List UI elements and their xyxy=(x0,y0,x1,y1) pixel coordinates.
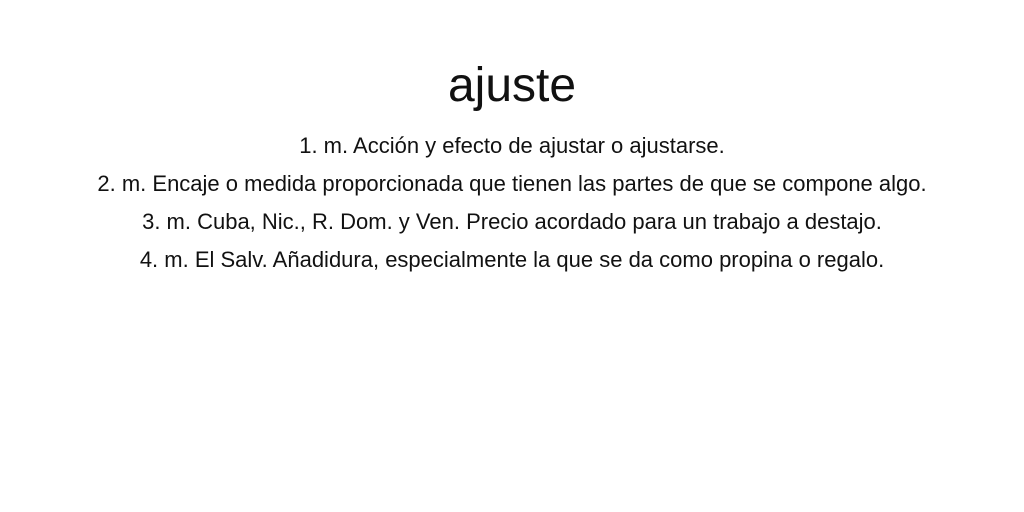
definition-2: 2. m. Encaje o medida proporcionada que tienen las partes de que se compone algo. xyxy=(97,171,927,196)
dictionary-entry xyxy=(52,0,972,279)
definition-3: 3. m. Cuba, Nic., R. Dom. y Ven. Precio acordado para un trabajo a destajo. xyxy=(142,209,882,234)
headword: ajuste xyxy=(447,59,577,112)
definition-1: 1. m. Acción y efecto de ajustar o ajustarse. xyxy=(299,133,725,158)
definition-list xyxy=(52,127,972,279)
definition-4: 4. m. El Salv. Añadidura, especialmente la que se da como propina o regalo. xyxy=(139,247,885,272)
